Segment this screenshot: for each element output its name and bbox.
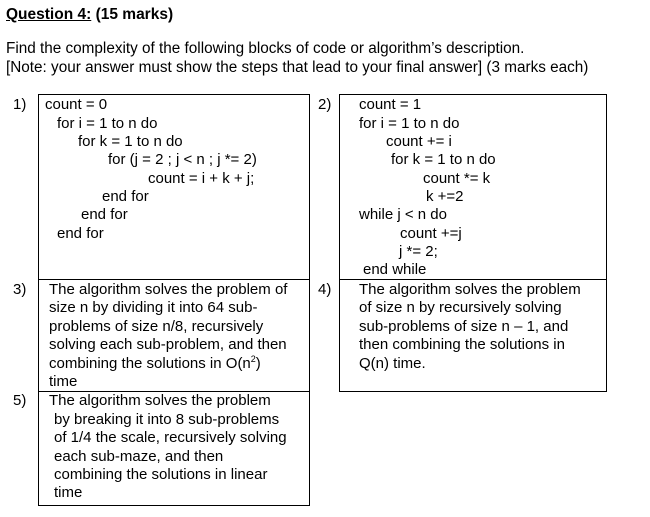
question-marks: (15 marks) (91, 6, 174, 23)
item-number-4: 4) (318, 281, 332, 298)
code2-line: k +=2 (426, 188, 464, 205)
desc5-line: each sub-maze, and then (54, 448, 224, 465)
item-number-2: 2) (318, 96, 332, 113)
desc3-line: size n by dividing it into 64 sub- (49, 299, 258, 316)
desc5-line: by breaking it into 8 sub-problems (54, 411, 280, 428)
code2-line: while j < n do (359, 206, 447, 223)
code2-line: for i = 1 to n do (359, 115, 460, 132)
desc3-line: problems of size n/8, recursively (49, 318, 264, 335)
code1-line: end for (81, 206, 128, 223)
item-number-3: 3) (13, 281, 27, 298)
code1-line: count = i + k + j; (148, 170, 255, 187)
code2-line: end while (363, 261, 427, 278)
code1-line: for i = 1 to n do (57, 115, 158, 132)
intro-line-2: [Note: your answer must show the steps that lead to your final answer] (3 marks each) (6, 59, 589, 76)
desc4-line: of size n by recursively solving (359, 299, 562, 316)
code2-line: count *= k (423, 170, 491, 187)
desc3-line: time (49, 373, 78, 390)
item-number-1: 1) (13, 96, 27, 113)
code2-line: j *= 2; (399, 243, 438, 260)
desc5-line: time (54, 484, 83, 501)
desc5-line: The algorithm solves the problem (49, 392, 271, 409)
code2-line: for k = 1 to n do (391, 151, 496, 168)
question-title (6, 6, 173, 24)
desc3-line: The algorithm solves the problem of (49, 281, 288, 298)
code1-line: for (j = 2 ; j < n ; j *= 2) (108, 151, 257, 168)
code1-line: end for (57, 225, 104, 242)
desc4-line: The algorithm solves the problem (359, 281, 581, 298)
desc5-line: combining the solutions in linear (54, 466, 268, 483)
desc5-line: of 1/4 the scale, recursively solving (54, 429, 287, 446)
code1-line: end for (102, 188, 149, 205)
intro-line-1: Find the complexity of the following blocks of code or algorithm’s description. (6, 40, 525, 57)
desc3-line: solving each sub-problem, and then (49, 336, 287, 353)
question-number: Question 4: (6, 6, 92, 23)
desc4-line: then combining the solutions in (359, 336, 565, 353)
code2-line: count +=j (400, 225, 462, 242)
desc4-line: sub-problems of size n – 1, and (359, 318, 569, 335)
desc3-line: combining the solutions in $O(n^2)$ (49, 354, 261, 372)
code2-line: count = 1 (359, 96, 422, 113)
code1-line: for k = 1 to n do (78, 133, 183, 150)
desc4-line: Q(n) time. (359, 355, 426, 372)
item-number-5: 5) (13, 392, 27, 409)
code2-line: count += i (386, 133, 452, 150)
code1-line: count = 0 (45, 96, 108, 113)
exponent: 2 (250, 354, 256, 364)
